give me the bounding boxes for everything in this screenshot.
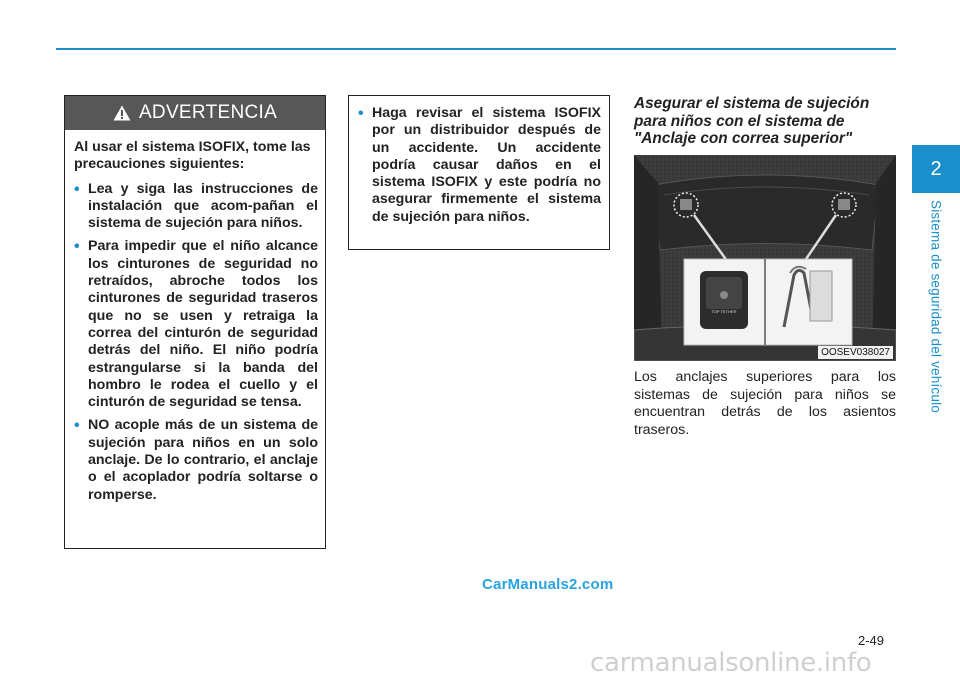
- chapter-number: 2: [930, 157, 942, 180]
- warning2-list: [358, 105, 601, 226]
- warning2-item: • Haga revisar el sistema ISOFIX por un distribuidor después de un accidente. Un accidente podría causar daños en el sistema ISOFIX y este podría no asegurar firmemente el sistema de sujeción para niños.: [358, 105, 601, 225]
- warning-intro: Al usar el sistema ISOFIX, tome las precauciones siguientes:: [74, 139, 311, 173]
- bullet-icon: •: [74, 238, 80, 256]
- chapter-title: Sistema de seguridad del vehículo: [928, 200, 944, 413]
- chapter-title-side: [912, 200, 960, 430]
- warning-box: [64, 95, 326, 549]
- bullet-icon: •: [74, 180, 80, 198]
- warning-triangle-icon: [113, 105, 131, 121]
- warning-item: • Para impedir que el niño alcance los cinturones de seguridad no retraídos, abroche todos los cinturones de seguridad traseros que no se usen y retraiga la correa del cinturón de seguridad detrás del niño. El niño podría estrangularse si la banda del hombro le rodea el cuello y el cinturón de seguridad se tensa.: [74, 238, 318, 411]
- watermark-link[interactable]: CarManuals2.com: [482, 576, 614, 593]
- warning-title: ADVERTENCIA: [138, 102, 278, 123]
- tether-anchor-figure: [634, 155, 896, 361]
- bullet-icon: •: [358, 105, 364, 122]
- trunk-illustration: [634, 155, 896, 361]
- warning-body: [65, 130, 325, 504]
- warning-item: • NO acople más de un sistema de sujeción para niños en un solo anclaje. De lo contrario, el anclaje o el acoplador podría soltarse o romperse.: [74, 417, 318, 503]
- bullet-icon: •: [74, 417, 80, 435]
- section-body: Los anclajes superiores para los sistemas de sujeción para niños se encuentran detrás de los asientos traseros.: [634, 369, 896, 438]
- warning-item: • Lea y siga las instrucciones de instalación que acom-pañan el sistema de sujeción para niños.: [74, 180, 318, 232]
- header-rule: [56, 48, 896, 50]
- chapter-number-tab[interactable]: [912, 145, 960, 193]
- warning-continued-box: [348, 95, 610, 250]
- page-number: 2-49: [858, 633, 885, 648]
- section-heading: Asegurar el sistema de sujeción para niños con el sistema de "Anclaje con correa superior": [634, 95, 870, 147]
- figure-code: OOSEV038027: [818, 346, 893, 359]
- figure-inline-label: TOP TETHER: [711, 309, 737, 314]
- footer-watermark: carmanualsonline.info: [590, 648, 872, 678]
- warning-header: [65, 96, 325, 130]
- warning-list: [74, 181, 318, 504]
